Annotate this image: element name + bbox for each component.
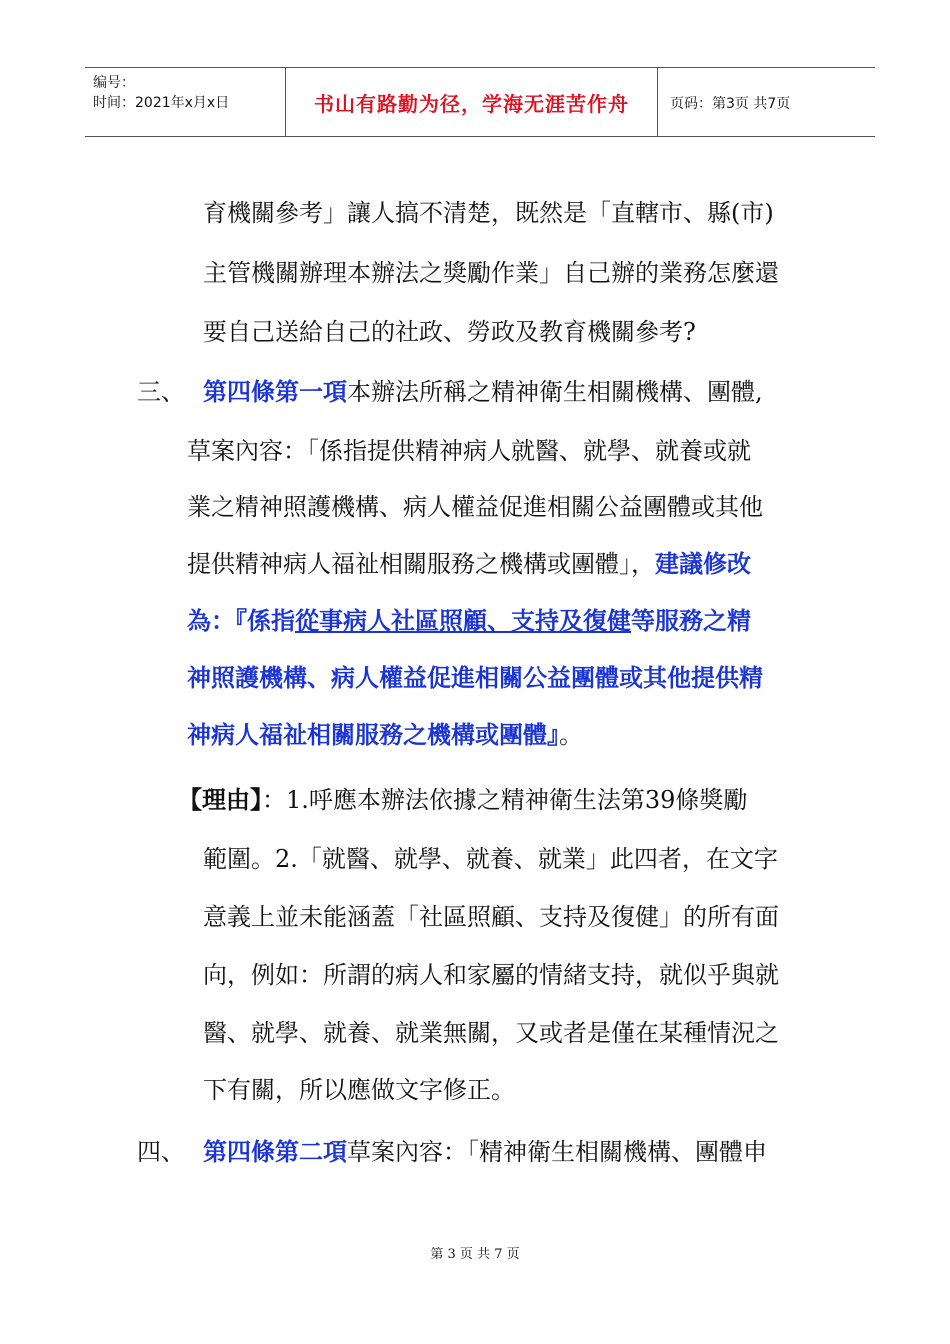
body-line: 範圍。2.「就醫、就學、就養、就業」此四者，在文字: [203, 845, 778, 873]
document-header: [85, 67, 875, 137]
article-reference: 第四條第一項: [203, 377, 347, 406]
header-meta: [85, 68, 286, 136]
item3-line-1: [203, 377, 763, 407]
body-line: 草案內容：「係指提供精神病人就醫、就學、就養或就: [187, 437, 751, 465]
body-line: 向，例如：所謂的病人和家屬的情緒支持，就似乎與就: [203, 961, 779, 989]
header-motto: [286, 68, 658, 136]
body-line: 要自己送給自己的社政、勞政及教育機關參考?: [203, 318, 696, 346]
article-reference: 第四條第二項: [203, 1137, 347, 1166]
suggestion-text: 神病人福祉相關服務之機構或團體』: [187, 720, 559, 749]
body-text: 草案內容：「精神衛生相關機構、團體申: [347, 1138, 767, 1166]
item4-line-1: [203, 1137, 767, 1167]
body-text: ：1.呼應本辦法依據之精神衛生法第39條獎勵: [262, 786, 748, 814]
item3-line-5: [187, 606, 751, 636]
body-text: 。: [559, 721, 583, 749]
body-text: 提供精神病人福祉相關服務之機構或團體」，: [187, 550, 655, 578]
reason-label: 【理由】: [178, 786, 262, 814]
body-line: 主管機關辦理本辦法之獎勵作業」自己辦的業務怎麼還: [203, 259, 779, 287]
suggestion-line: 神照護機構、病人權益促進相關公益團體或其他提供精: [187, 663, 763, 692]
item3-line-4: [187, 549, 751, 579]
item-number: 三、: [137, 378, 185, 406]
item3-line-7: [187, 720, 583, 750]
suggestion-label: 建議修改: [655, 549, 751, 578]
suggestion-text: 等服務之精: [631, 606, 751, 635]
time-label: 时间：2021年x月x日: [93, 95, 230, 111]
body-line: 下有關，所以應做文字修正。: [203, 1076, 515, 1104]
body-text: 本辦法所稱之精神衛生相關機構、團體,: [347, 378, 763, 406]
page-footer: 第 3 页 共 7 页: [430, 1247, 520, 1262]
page-label: 页码：第3页 共7页: [670, 96, 791, 112]
body-line: 意義上並未能涵蓋「社區照顧、支持及復健」的所有面: [203, 903, 779, 931]
body-line: 醫、就學、就養、就業無關，又或者是僅在某種情況之: [203, 1019, 779, 1047]
motto-text: 书山有路勤为径，学海无涯苦作舟: [314, 91, 629, 116]
number-label: 编号：: [93, 75, 135, 91]
suggestion-underlined: 從事病人社區照顧、支持及復健: [295, 606, 631, 635]
header-page: [658, 68, 875, 136]
suggestion-text: 為：『係指: [187, 606, 295, 635]
body-line: 業之精神照護機構、病人權益促進相關公益團體或其他: [187, 493, 763, 521]
item-number: 四、: [137, 1138, 185, 1166]
reason-line-1: [178, 785, 747, 815]
body-line: 育機關參考」讓人搞不清楚，既然是「直轄市、縣(市): [203, 199, 774, 227]
